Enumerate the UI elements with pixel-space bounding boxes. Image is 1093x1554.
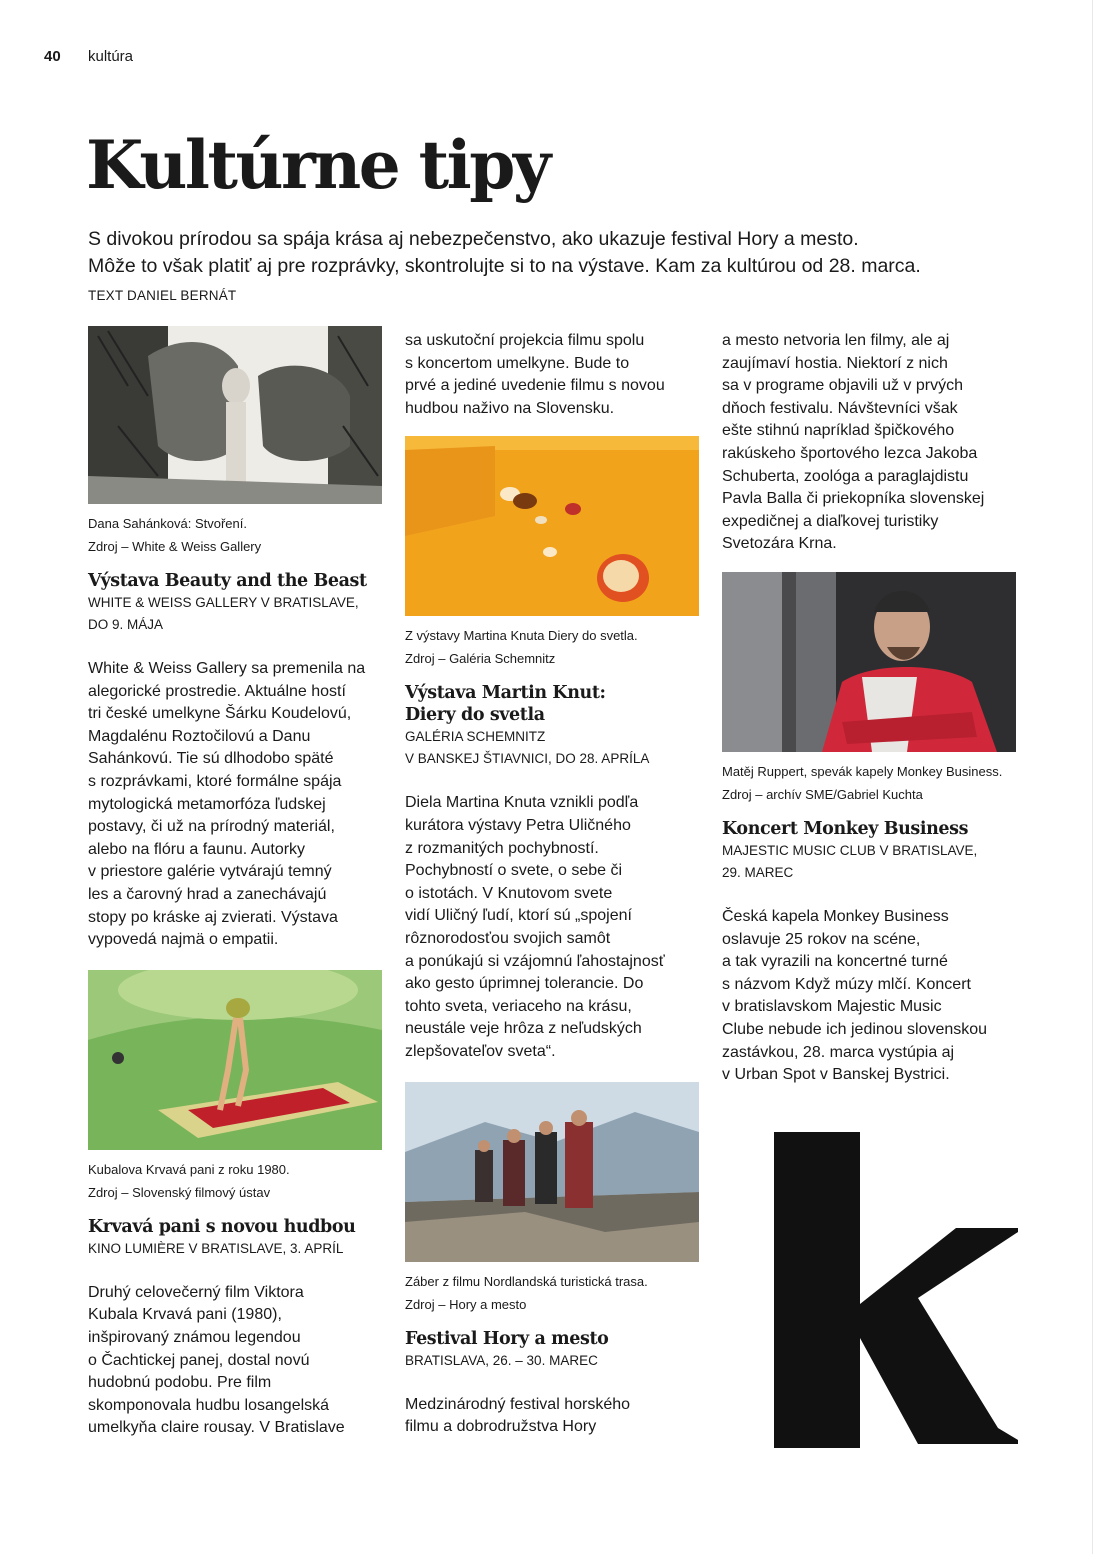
event-date: V BANSKEJ ŠTIAVNICI, DO 28. APRÍLA [405, 751, 650, 767]
event-title: Výstava Beauty and the Beast [88, 571, 367, 591]
event-date: DO 9. MÁJA [88, 617, 164, 632]
text-line: Česká kapela Monkey Business [722, 907, 949, 925]
event-title: Koncert Monkey Business [722, 818, 969, 839]
lead-paragraph [88, 226, 988, 280]
text-line: Svetozára Krna. [722, 535, 837, 553]
text-line: Druhý celovečerný film Viktora [88, 1283, 304, 1301]
text-line: Magdalénu Roztočilovú a Danu [88, 727, 311, 745]
text-line: s rozprávkami, ktoré formálne spája [88, 772, 342, 790]
event-description [405, 1394, 701, 1439]
caption-line: Matěj Ruppert, spevák kapely Monkey Business. [722, 763, 1003, 779]
text-line: Medzinárodný festival horského [405, 1395, 631, 1413]
event-venue-date: KINO LUMIÈRE V BRATISLAVE, 3. APRÍL [88, 1240, 344, 1256]
column-1 [88, 326, 384, 1440]
text-line: hudobnú podobu. Pre film [88, 1374, 272, 1392]
lead-line: Môže to však platiť aj pre rozprávky, skontrolujte si to na výstave. Kam za kultúrou od 28. marca. [88, 255, 921, 277]
text-line: z rozmanitých pochybností. [405, 839, 599, 857]
text-line: inšpirovaný známou legendou [88, 1328, 301, 1346]
text-line: a tak vyrazili na koncertné turné [722, 953, 948, 971]
caption-line: Kubalova Krvavá pani z roku 1980. [88, 1161, 290, 1177]
text-line: alebo na flóru a faunu. Autorky [88, 840, 306, 858]
event-description [88, 1282, 384, 1440]
text-line: zlepšovateľov sveta“. [405, 1042, 556, 1060]
text-line: expedičnej a diaľkovej turistiky [722, 512, 939, 530]
caption-source: Zdroj – Galéria Schemnitz [405, 651, 556, 667]
image-caption [405, 1270, 701, 1316]
text-line: o Čachtickej panej, dostal novú [88, 1351, 310, 1369]
text-line: filmu a dobrodružstva Hory [405, 1418, 597, 1436]
image-caption [722, 760, 1018, 806]
event-venue: GALÉRIA SCHEMNITZ [405, 729, 546, 745]
byline: TEXT DANIEL BERNÁT [88, 288, 237, 303]
text-line: Sahánkovú. Tie sú dlhodobo späté [88, 750, 334, 768]
text-line: tri české umelkyne Šárku Koudelovú, [88, 705, 352, 723]
event-description [722, 906, 1018, 1087]
text-line: ešte stihnú napríklad špičkového [722, 422, 955, 440]
text-line: White & Weiss Gallery sa premenila na [88, 660, 366, 677]
lead-line: S divokou prírodou sa spája krása aj nebezpečenstvo, ako ukazuje festival Hory a mesto. [88, 228, 859, 250]
event-venue-date: BRATISLAVA, 26. – 30. MAREC [405, 1352, 598, 1368]
knut-painting-image [405, 436, 699, 616]
text-line: sa uskutoční projekcia filmu spolu [405, 332, 645, 349]
hikers-film-still-image [405, 1082, 699, 1262]
text-line: s názvom Když múzy mlčí. Koncert [722, 975, 971, 993]
text-line: umelkyňa claire rousay. V Bratislave [88, 1419, 345, 1437]
text-line: Kubala Krvavá pani (1980), [88, 1306, 282, 1324]
section-label: kultúra [88, 48, 134, 65]
text-line: rakúskeho športového lezca Jakoba [722, 444, 978, 462]
text-line: v bratislavskom Majestic Music [722, 998, 942, 1016]
caption-line: Záber z filmu Nordlandská turistická trasa. [405, 1273, 648, 1289]
musician-portrait-image [722, 572, 1016, 752]
text-line: neustále veje hrôza z neľudských [405, 1020, 642, 1038]
text-line: skomponovala hudbu losangelská [88, 1396, 330, 1414]
caption-source: Zdroj – archív SME/Gabriel Kuchta [722, 786, 923, 802]
page-number: 40 [44, 48, 61, 65]
image-caption [88, 512, 384, 558]
text-line: a ponúkajú si vzájomnú ľahostajnosť [405, 952, 665, 970]
text-line: zaujímaví hostia. Niektorí z nich [722, 354, 948, 372]
text-line: stopy po kráske aj zvierati. Výstava [88, 908, 338, 926]
text-line: v priestore galérie vytvárajú temný [88, 863, 332, 881]
beauty-beast-artwork-image [88, 326, 382, 504]
text-line: tohto sveta, veriaceho na krásu, [405, 997, 632, 1015]
text-line: Schuberta, zoológa a paraglajdistu [722, 467, 969, 485]
text-line: Pochybností o svete, o sebe či [405, 862, 623, 880]
page-title: Kultúrne tipy [86, 126, 549, 204]
continued-text [405, 330, 701, 420]
continued-text [722, 330, 1018, 556]
column-3 [722, 330, 1018, 1087]
caption-source: Zdroj – Slovenský filmový ústav [88, 1184, 271, 1200]
text-line: v Urban Spot v Banskej Bystrici. [722, 1066, 950, 1084]
caption-source: Zdroj – White & Weiss Gallery [88, 539, 262, 554]
image-caption [405, 624, 701, 670]
text-line: kurátora výstavy Petra Uličného [405, 816, 631, 834]
event-description [405, 792, 701, 1063]
caption-line: Z výstavy Martina Knuta Diery do svetla. [405, 628, 638, 644]
event-venue: WHITE & WEISS GALLERY V BRATISLAVE, [88, 595, 359, 610]
text-line: a mesto netvoria len filmy, ale aj [722, 332, 950, 349]
text-line: sa v programe objavili už v prvých [722, 377, 963, 395]
image-caption [88, 1158, 384, 1204]
text-line: s koncertom umelkyne. Bude to [405, 354, 630, 372]
text-line: mytologická metamorfóza ľudskej [88, 795, 326, 813]
krvava-pani-film-still-image [88, 970, 382, 1150]
text-line: vidí Uličný ľudí, ktorí sú „spojení [405, 907, 632, 925]
text-line: dňoch festivalu. Návštevníci však [722, 399, 958, 417]
column-2 [405, 330, 701, 1439]
event-title [405, 682, 701, 726]
text-line: Diela Martina Knuta vznikli podľa [405, 794, 639, 812]
text-line: alegorické prostredie. Aktuálne hostí [88, 682, 346, 700]
text-line: zastávkou, 28. marca vystúpia aj [722, 1043, 955, 1061]
event-date: 29. MAREC [722, 864, 794, 880]
event-title-line: Výstava Martin Knut: [405, 683, 606, 704]
text-line: prvé a jediné uvedenie filmu s novou [405, 377, 665, 395]
text-line: hudbou naživo na Slovensku. [405, 399, 615, 417]
text-line: o istotách. V Knutovom svete [405, 884, 613, 902]
decorative-letter-k-icon [768, 1128, 1018, 1448]
event-title: Krvavá pani s novou hudbou [88, 1216, 356, 1237]
caption-line: Dana Sahánková: Stvoření. [88, 516, 247, 531]
event-description [88, 658, 384, 952]
event-title-line: Diery do svetla [405, 705, 545, 726]
text-line: postavy, či už na prírodný materiál, [88, 818, 335, 836]
text-line: Clube nebude ich jedinou slovenskou [722, 1020, 988, 1038]
event-title: Festival Hory a mesto [405, 1328, 609, 1349]
caption-source: Zdroj – Hory a mesto [405, 1296, 527, 1312]
text-line: les a čarovný hrad a zanechávajú [88, 885, 327, 903]
text-line: oslavuje 25 rokov na scéne, [722, 930, 921, 948]
text-line: rôznorodosťou svojich samôt [405, 929, 611, 947]
event-venue: MAJESTIC MUSIC CLUB V BRATISLAVE, [722, 842, 978, 858]
text-line: vypovedá najmä o empatii. [88, 931, 279, 949]
text-line: Pavla Balla či priekopníka slovenskej [722, 490, 985, 508]
text-line: ako gesto úprimnej tolerancie. Do [405, 975, 644, 993]
